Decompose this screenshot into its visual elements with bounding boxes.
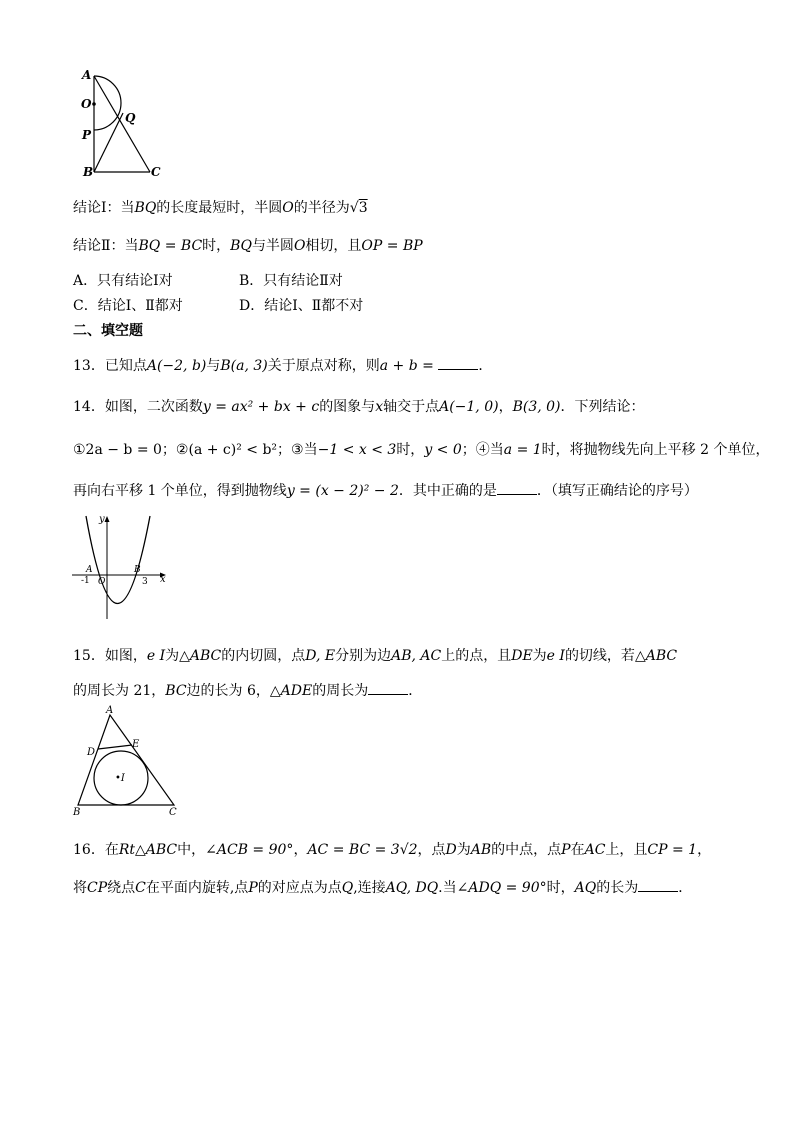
figure-incircle-triangle — [70, 703, 185, 818]
fig15-label-E: E — [132, 739, 140, 750]
fig-label-O: O — [81, 97, 92, 111]
conclusion-1: 结论Ⅰ：当BQ的长度最短时，半圆O的半径为√3 — [73, 200, 368, 216]
question-14-line-3: 再向右平移 1 个单位，得到抛物线y = (x − 2)² − 2．其中正确的是 ．（填写正确结论的序号） — [73, 480, 698, 501]
conclusion-2: 结论Ⅱ：当BQ = BC时，BQ与半圆O相切，且OP = BP — [73, 238, 423, 254]
fig15-label-C: C — [169, 807, 177, 818]
fig15-label-B: B — [73, 807, 81, 818]
fig15-label-D: D — [87, 747, 96, 758]
graph-label-x: x — [160, 574, 166, 585]
question-13: 13．已知点A(−2, b)与B(a, 3)关于原点对称，则a + b = ． — [73, 355, 492, 376]
fig15-label-I: •I — [115, 773, 125, 784]
graph-label-minus1: -1 — [81, 576, 90, 586]
option-D: D．结论Ⅰ、Ⅱ都不对 — [239, 298, 364, 314]
graph-label-B: B — [134, 565, 141, 575]
answer-blank-14[interactable] — [497, 480, 537, 495]
figure-semicircle-triangle — [78, 66, 168, 178]
fig-label-A: A — [82, 68, 92, 82]
fig-label-P: P — [82, 128, 92, 142]
fig-label-C: C — [151, 165, 161, 178]
graph-label-A: A — [86, 565, 93, 575]
graph-label-3: 3 — [142, 577, 148, 587]
option-C: C．结论Ⅰ、Ⅱ都对 — [73, 298, 183, 314]
fig-label-B: B — [83, 165, 94, 178]
graph-label-y: y — [99, 514, 105, 525]
fig15-label-A: A — [106, 705, 114, 716]
option-B: B．只有结论Ⅱ对 — [239, 273, 343, 289]
question-14-line-1: 14．如图，二次函数y = ax² + bx + c的图象与x轴交于点A(−1, 0)，B(3, 0)．下列结论： — [73, 399, 645, 415]
figure-parabola-graph — [70, 511, 170, 623]
answer-blank-16[interactable] — [638, 877, 678, 892]
graph-label-O: O — [98, 577, 106, 587]
question-14-line-2: ①2a − b = 0；②(a + c)² < b²；③当−1 < x < 3时，y < 0；④当a = 1时，将抛物线先向上平移 2 个单位， — [73, 442, 770, 458]
section-title: 二、填空题 — [73, 323, 143, 339]
option-A: A．只有结论Ⅰ对 — [73, 273, 173, 289]
answer-blank-15[interactable] — [368, 680, 408, 695]
question-15-line-2: 的周长为 21，BC边的长为 6，△ADE的周长为 ． — [73, 680, 422, 701]
radical-value: 3 — [358, 200, 368, 216]
question-16-line-1: 16．在Rt△ABC中，∠ACB = 90°，AC = BC = 3√2，点D为AB的中点，点P在AC上，且CP = 1， — [73, 842, 712, 858]
question-15-line-1: 15．如图，e I为△ABC的内切圆，点D, E分别为边AB, AC上的点，且DE为e I的切线，若△ABC — [73, 648, 678, 664]
answer-blank-13[interactable] — [438, 355, 478, 370]
question-16-line-2: 将CP绕点C在平面内旋转,点P的对应点为点Q,连接AQ, DQ.当∠ADQ = 90°时，AQ的长为 ． — [73, 877, 692, 898]
fig-label-Q: Q — [125, 111, 136, 125]
